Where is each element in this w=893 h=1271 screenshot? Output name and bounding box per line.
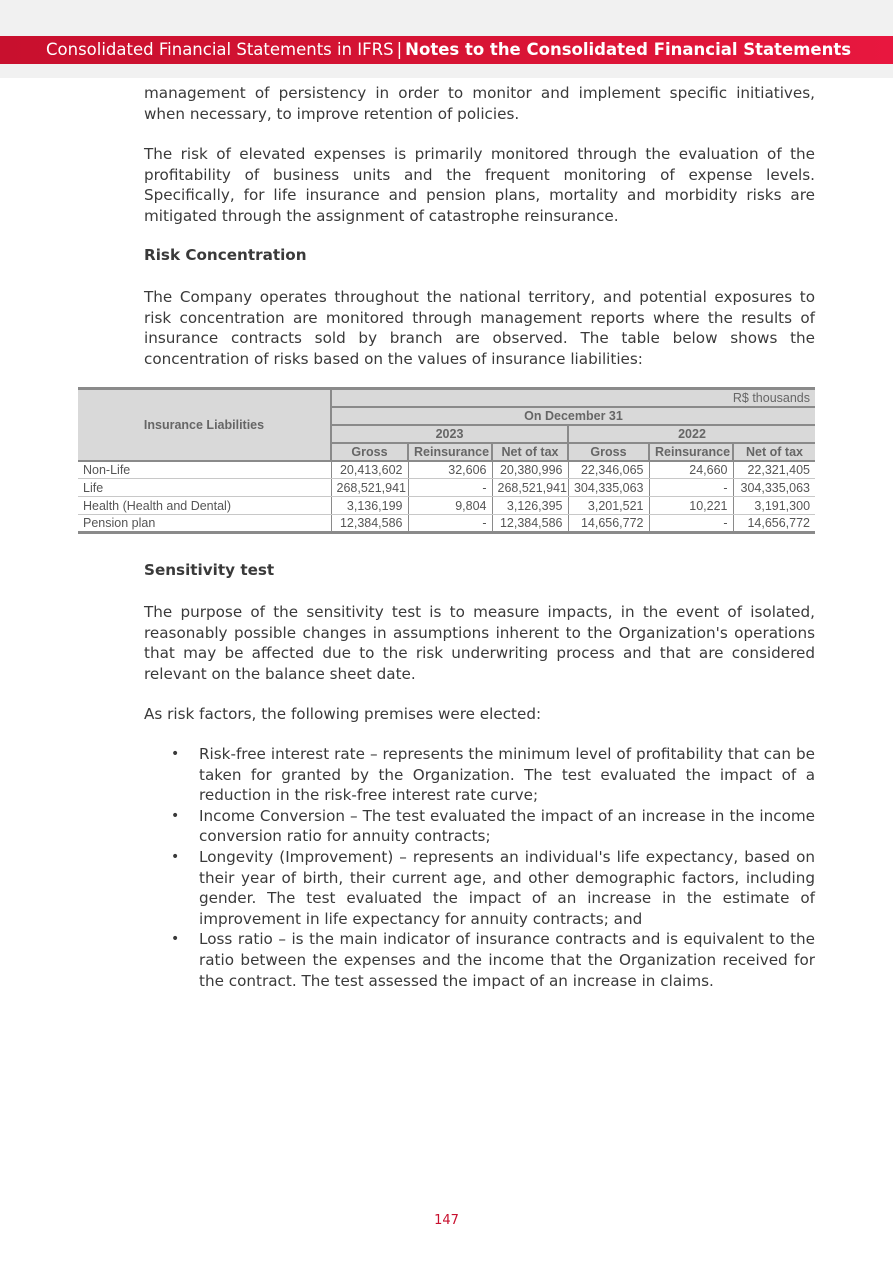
table-cell: 304,335,063 — [568, 479, 649, 497]
table-cell: 268,521,941 — [492, 479, 568, 497]
list-item — [144, 744, 815, 806]
table-cell: 3,126,395 — [492, 497, 568, 515]
table-cell: 14,656,772 — [568, 515, 649, 533]
bullet-icon: • — [171, 807, 180, 824]
table-cell: 20,380,996 — [492, 461, 568, 479]
header-underlay — [0, 64, 893, 78]
table-cell: 12,384,586 — [492, 515, 568, 533]
table-row — [78, 497, 815, 515]
table-cell: 32,606 — [408, 461, 492, 479]
list-item — [144, 929, 815, 991]
paragraph-risk-concentration: The Company operates throughout the national territory, and potential exposures to risk concentration are monitored through management reports where the results of insurance contracts sold by branch are observed. The table below shows the concentration of risks based on the values of insurance liabilities: — [144, 288, 815, 368]
list-item-text: Longevity (Improvement) – represents an individual's life expectancy, based on their year of birth, their current age, and other demographic factors, including gender. The test evaluated the impact of an increase in the estimate of improvement in life expectancy for annuity contracts; and — [199, 847, 815, 928]
table-year-2023: 2023 — [331, 425, 568, 443]
table-unit: R$ thousands — [331, 389, 815, 407]
list-item-text: Income Conversion – The test evaluated the impact of an increase in the income conversion ratio for annuity contracts; — [199, 806, 815, 846]
paragraph-risk-factors: As risk factors, the following premises were elected: — [144, 705, 542, 723]
table-cell: 10,221 — [649, 497, 733, 515]
table-cell: 304,335,063 — [733, 479, 815, 497]
bullet-icon: • — [171, 848, 180, 865]
table-cell: 9,804 — [408, 497, 492, 515]
table-row — [78, 479, 815, 497]
table-row — [78, 515, 815, 533]
column-header: Reinsurance — [649, 443, 733, 461]
column-header: Net of tax — [492, 443, 568, 461]
table-cell: 3,201,521 — [568, 497, 649, 515]
table-group-header: On December 31 — [331, 407, 815, 425]
table-cell: - — [408, 515, 492, 533]
insurance-liabilities-table — [78, 387, 815, 534]
column-header: Reinsurance — [408, 443, 492, 461]
paragraph-persistency: management of persistency in order to monitor and implement specific initiatives, when necessary, to improve retention of policies. — [144, 84, 815, 123]
header-separator: | — [396, 40, 403, 59]
header-chapter: Notes to the Consolidated Financial Statements — [405, 40, 852, 59]
column-header: Net of tax — [733, 443, 815, 461]
list-item-text: Risk-free interest rate – represents the minimum level of profitability that can be taken for granted by the Organization. The test evaluated the impact of a reduction in the risk-free interest rate curve; — [199, 745, 815, 805]
risk-factor-list — [144, 744, 815, 991]
bullet-icon: • — [171, 931, 180, 948]
list-item — [144, 806, 815, 847]
table-year-2022: 2022 — [568, 425, 815, 443]
bullet-icon: • — [171, 746, 180, 762]
row-label: Non-Life — [78, 461, 331, 479]
column-header: Gross — [568, 443, 649, 461]
header-section: Consolidated Financial Statements in IFRS — [46, 40, 394, 59]
row-label: Pension plan — [78, 515, 331, 533]
paragraph-expenses: The risk of elevated expenses is primarily monitored through the evaluation of the profitability of business units and the frequent monitoring of expense levels. Specifically, for life insurance and pension plans, mortality and morbidity risks are mitigated through the assignment of catastrophe reinsurance. — [144, 145, 815, 225]
table-cell: 24,660 — [649, 461, 733, 479]
heading-sensitivity-test: Sensitivity test — [144, 561, 275, 579]
table-cell: 22,321,405 — [733, 461, 815, 479]
row-label: Health (Health and Dental) — [78, 497, 331, 515]
table-cell: 14,656,772 — [733, 515, 815, 533]
table-row — [78, 461, 815, 479]
table-cell: 3,136,199 — [331, 497, 408, 515]
table-cell: - — [649, 479, 733, 497]
list-item — [144, 847, 815, 929]
top-margin — [0, 0, 893, 36]
table-cell: 3,191,300 — [733, 497, 815, 515]
paragraph-sensitivity-purpose: The purpose of the sensitivity test is to measure impacts, in the event of isolated, reasonably possible changes in assumptions inherent to the Organization's operations that may be affected due to the risk underwriting process and that are considered relevant on the balance sheet date. — [144, 603, 815, 683]
table-cell: 22,346,065 — [568, 461, 649, 479]
table-cell: - — [649, 515, 733, 533]
page-number: 147 — [434, 1213, 459, 1228]
table-cell: 268,521,941 — [331, 479, 408, 497]
table-cell: - — [408, 479, 492, 497]
column-header: Gross — [331, 443, 408, 461]
table-row-header: Insurance Liabilities — [78, 389, 331, 461]
table-cell: 20,413,602 — [331, 461, 408, 479]
table-cell: 12,384,586 — [331, 515, 408, 533]
running-header — [0, 36, 893, 64]
heading-risk-concentration: Risk Concentration — [144, 246, 307, 264]
list-item-text: Loss ratio – is the main indicator of insurance contracts and is equivalent to the ratio between the expenses and the income that the Organization received for the contract. The test assessed the impact of an increase in claims. — [199, 930, 815, 990]
row-label: Life — [78, 479, 331, 497]
